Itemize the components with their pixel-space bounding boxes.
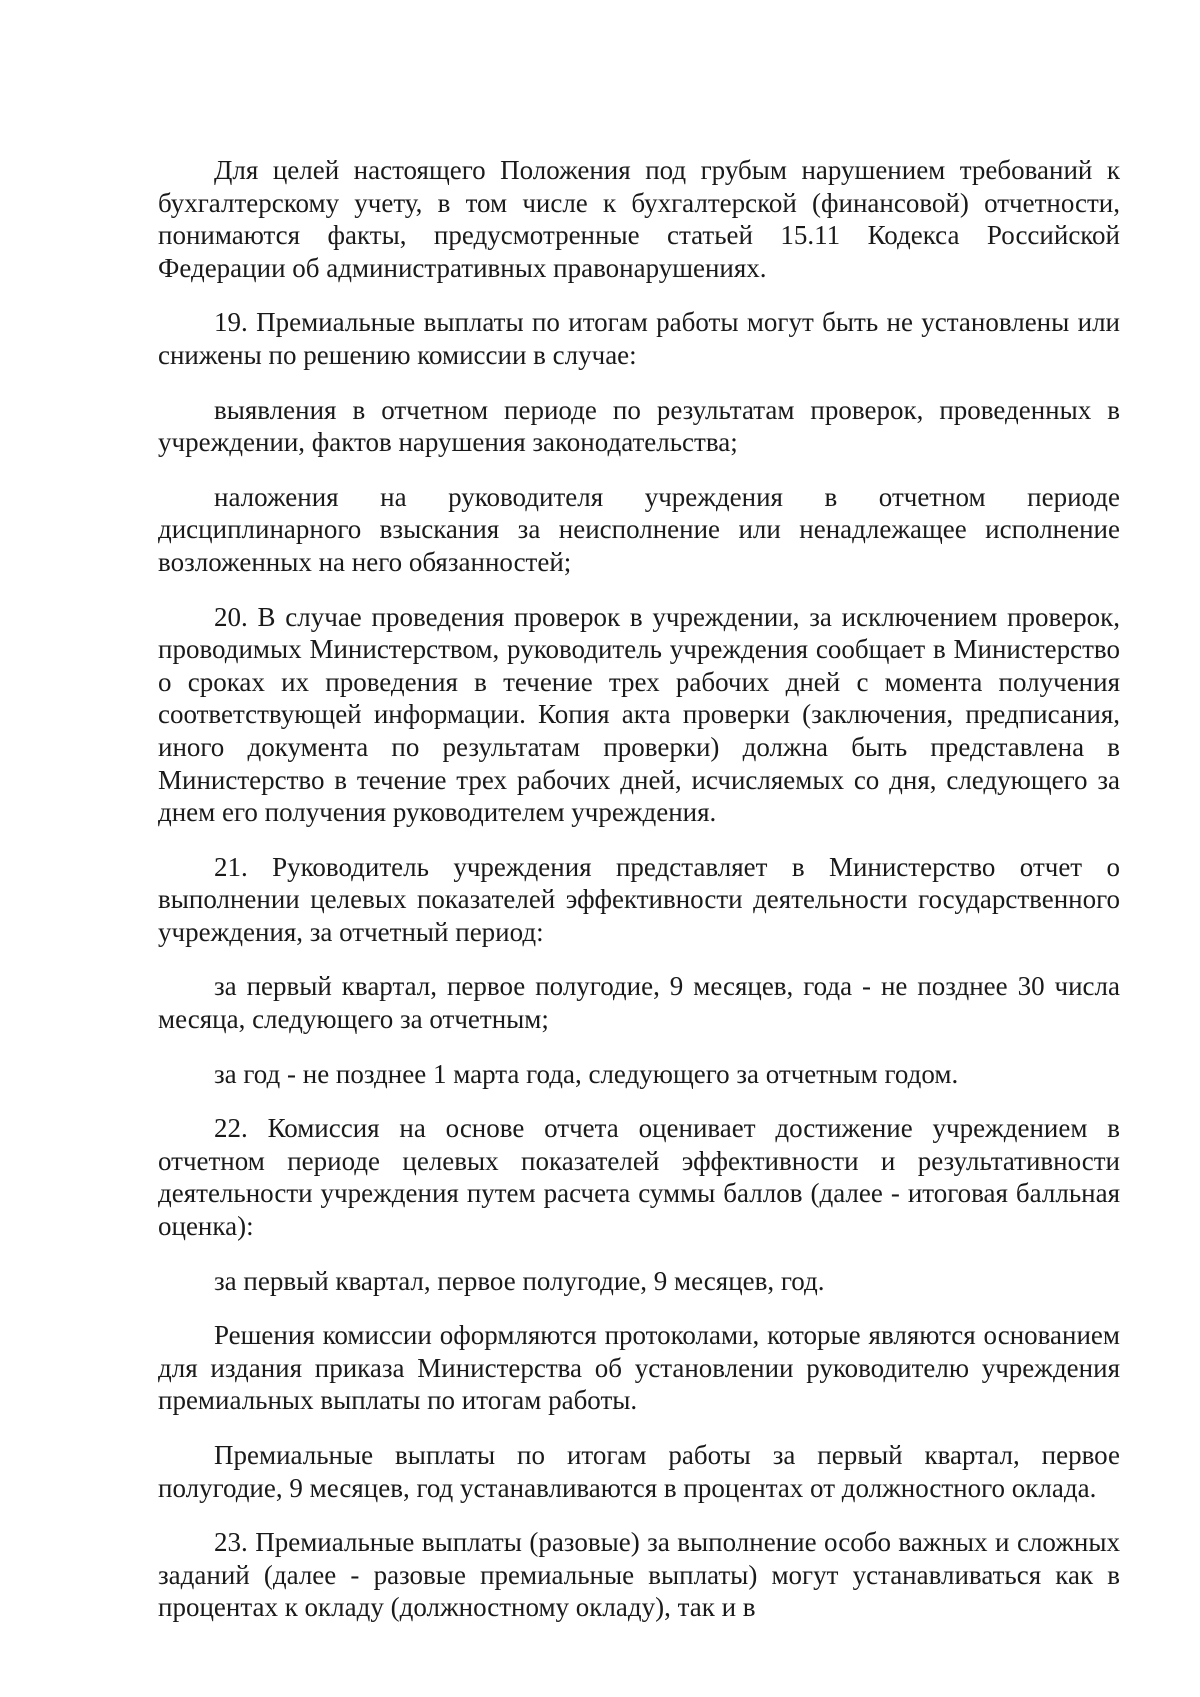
paragraph-19-case-disciplinary: наложения на руководителя учреждения в отчетном периоде дисциплинарного взыскания за неисполнение или ненадлежащее исполнение возложенных на него обязанностей;	[158, 481, 1120, 577]
paragraph-19: 19. Премиальные выплаты по итогам работы могут быть не установлены или снижены по решению комиссии в случае:	[158, 307, 1120, 370]
paragraph-21: 21. Руководитель учреждения представляет в Министерство отчет о выполнении целевых показателей эффективности деятельности государственного учреждения, за отчетный период:	[158, 851, 1120, 947]
paragraph-22-decisions: Решения комиссии оформляются протоколами, которые являются основанием для издания приказа Министерства об установлении руководителю учреждения премиальных выплаты по итогам работы.	[158, 1320, 1120, 1416]
paragraph-22-bonus-percent: Премиальные выплаты по итогам работы за первый квартал, первое полугодие, 9 месяцев, год устанавливаются в процентах от должностного оклада.	[158, 1440, 1120, 1503]
paragraph-22: 22. Комиссия на основе отчета оценивает достижение учреждением в отчетном периоде целевых показателей эффективности и результативности деятельности учреждения путем расчета суммы баллов (далее - итоговая балльная оценка):	[158, 1113, 1120, 1242]
paragraph-19-case-violations: выявления в отчетном периоде по результатам проверок, проведенных в учреждении, фактов нарушения законодательства;	[158, 394, 1120, 458]
paragraph-23: 23. Премиальные выплаты (разовые) за выполнение особо важных и сложных заданий (далее - разовые премиальные выплаты) могут устанавливаться как в процентах к окладу (должностному окладу), так и в	[158, 1527, 1120, 1623]
document-body	[158, 154, 1120, 1624]
paragraph-22-periods: за первый квартал, первое полугодие, 9 месяцев, год.	[214, 1265, 825, 1296]
paragraph-21-annual-deadline: за год - не позднее 1 марта года, следующего за отчетным годом.	[214, 1058, 959, 1089]
paragraph-20: 20. В случае проведения проверок в учреждении, за исключением проверок, проводимых Министерством, руководитель учреждения сообщает в Министерство о сроках их проведения в течение трех рабочих дней с момента получения соответствующей информации. Копия акта проверки (заключения, предписания, иного документа по результатам проверки) должна быть представлена в Министерство в течение трех рабочих дней, исчисляемых со дня, следующего за днем его получения руководителем учреждения.	[158, 601, 1120, 828]
paragraph-gross-violation-definition: Для целей настоящего Положения под грубым нарушением требований к бухгалтерскому учету, в том числе к бухгалтерской (финансовой) отчетности, понимаются факты, предусмотренные статьей 15.11 Кодекса Российской Федерации об административных правонарушениях.	[158, 155, 1120, 283]
paragraph-21-quarterly-deadline: за первый квартал, первое полугодие, 9 месяцев, года - не позднее 30 числа месяца, следующего за отчетным;	[158, 971, 1120, 1035]
